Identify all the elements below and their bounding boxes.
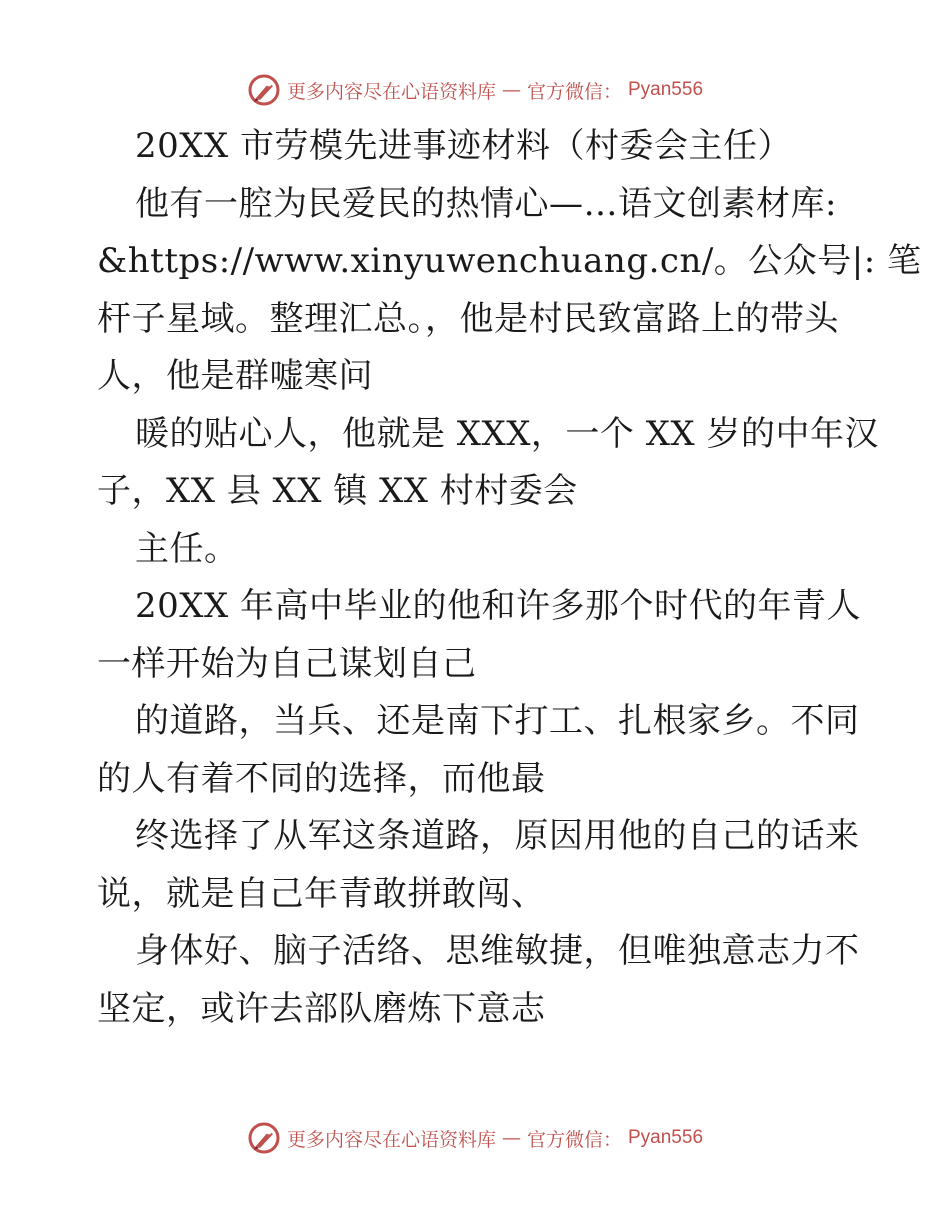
pen-logo-icon xyxy=(247,73,281,107)
footer-site-text: 更多内容尽在心语资料库 xyxy=(286,1128,496,1151)
footer-separator: — xyxy=(501,1127,521,1149)
paragraph-line: 人，他是群嘘寒问 xyxy=(97,356,373,396)
paragraph-line: 一样开始为自己谋划自己 xyxy=(97,643,477,684)
paragraph-line: 身体好、脑子活络、思维敏捷，但唯独意志力不 xyxy=(135,931,860,971)
footer-wechat-id: Pyan556 xyxy=(628,1127,704,1148)
header-wechat-label: 官方微信： xyxy=(526,80,622,103)
footer-banner xyxy=(247,1121,703,1155)
header-banner xyxy=(247,73,703,107)
page-header xyxy=(0,70,950,110)
paragraph-line: 杆子星域。整理汇总。，他是村民致富路上的带头 xyxy=(97,298,839,339)
paragraph-line: 终选择了从军这条道路，原因用他的自己的话来 xyxy=(135,816,860,856)
paragraph-line: 主任。 xyxy=(135,528,239,569)
document-title: 20XX 市劳模先进事迹材料（村委会主任） xyxy=(135,126,792,166)
page-footer xyxy=(0,1118,950,1158)
paragraph-line: 子，XX 县 XX 镇 XX 村村委会 xyxy=(97,471,578,511)
paragraph-line: 暖的贴心人，他就是 XXX，一个 XX 岁的中年汉 xyxy=(135,413,879,454)
footer-wechat-label: 官方微信： xyxy=(526,1128,622,1151)
header-site-text: 更多内容尽在心语资料库 xyxy=(286,80,496,103)
paragraph-line: 说，就是自己年青敢拼敢闯、 xyxy=(97,873,546,914)
paragraph-line: &https://www.xinyuwenchuang.cn/。公众号|: 笔 xyxy=(97,241,922,281)
paragraph-line: 20XX 年高中毕业的他和许多那个时代的年青人 xyxy=(135,586,861,626)
pen-logo-icon xyxy=(247,1121,281,1155)
header-wechat-id: Pyan556 xyxy=(628,79,704,100)
paragraph-line: 的人有着不同的选择，而他最 xyxy=(97,758,546,799)
document-body xyxy=(97,118,922,1038)
header-separator: — xyxy=(501,79,521,101)
paragraph-line: 坚定，或许去部队磨炼下意志 xyxy=(97,988,546,1029)
paragraph-line: 的道路，当兵、还是南下打工、扎根家乡。不同 xyxy=(135,701,860,741)
paragraph-line: 他有一腔为民爱民的热情心—…语文创素材库: xyxy=(135,183,837,224)
